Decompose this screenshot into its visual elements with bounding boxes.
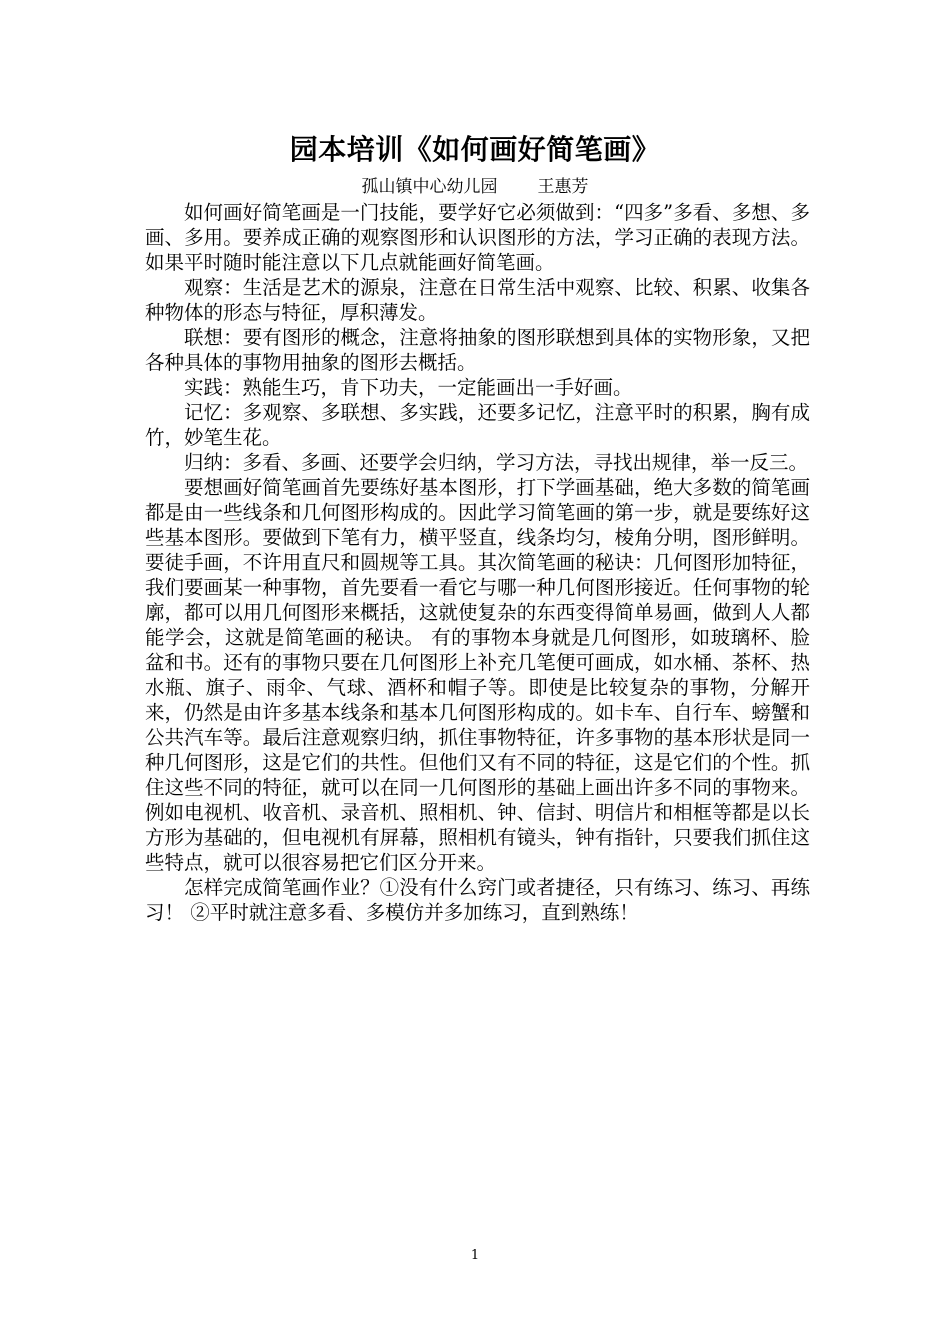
page-title: 园本培训《如何画好简笔画》	[289, 133, 661, 166]
byline-organization: 孤山镇中心幼儿园	[361, 177, 498, 197]
paragraph-intro: 如何画好简笔画是一门技能，要学好它必须做到：“四多”多看、多想、多画、多用。要养成正确的观察图形和认识图形的方法，学习正确的表现方法。如果平时随时能注意以下几点就能画好简笔画。	[145, 201, 810, 274]
byline	[0, 176, 950, 198]
paragraph-practice: 实践：熟能生巧，肯下功夫，一定能画出一手好画。	[184, 376, 633, 399]
byline-author: 王惠芳	[537, 177, 589, 197]
paragraph-homework: 怎样完成简笔画作业？①没有什么窍门或者捷径，只有练习、练习、再练习！ ②平时就注意多看、多模仿并多加练习，直到熟练！	[145, 876, 810, 924]
paragraph-observation: 观察：生活是艺术的源泉，注意在日常生活中观察、比较、积累、收集各种物体的形态与特征，厚积薄发。	[145, 276, 810, 324]
document-body	[145, 200, 810, 925]
paragraph-memory: 记忆：多观察、多联想、多实践，还要多记忆，注意平时的积累，胸有成竹，妙笔生花。	[145, 401, 810, 449]
paragraph-basic-shapes: 要想画好简笔画首先要练好基本图形，打下学画基础，绝大多数的简笔画都是由一些线条和几何图形构成的。因此学习简笔画的第一步，就是要练好这些基本图形。要做到下笔有力，横平竖直，线条均匀，棱角分明，图形鲜明。要徒手画，不许用直尺和圆规等工具。其次简笔画的秘诀：几何图形加特征，我们要画某一种事物，首先要看一看它与哪一种几何图形接近。任何事物的轮廓，都可以用几何图形来概括，这就使复杂的东西变得简单易画，做到人人都能学会，这就是简笔画的秘诀。 有的事物本身就是几何图形，如玻璃杯、脸盆和书。还有的事物只要在几何图形上补充几笔便可画成，如水桶、茶杯、热水瓶、旗子、雨伞、气球、酒杯和帽子等。即使是比较复杂的事物，分解开来，仍然是由许多基本线条和基本几何图形构成的。如卡车、自行车、螃蟹和公共汽车等。最后注意观察归纳，抓住事物特征，许多事物的基本形状是同一种几何图形，这是它们的共性。但他们又有不同的特征，这是它们的个性。抓住这些不同的特征，就可以在同一几何图形的基础上画出许多不同的事物来。例如电视机、收音机、录音机、照相机、钟、信封、明信片和相框等都是以长方形为基础的，但电视机有屏幕，照相机有镜头，钟有指针，只要我们抓住这些特点，就可以很容易把它们区分开来。	[145, 476, 810, 874]
paragraph-association: 联想：要有图形的概念，注意将抽象的图形联想到具体的实物形象，又把各种具体的事物用抽象的图形去概括。	[145, 326, 810, 374]
paragraph-summary: 归纳：多看、多画、还要学会归纳，学习方法，寻找出规律，举一反三。	[184, 451, 809, 474]
page-number: 1	[470, 1248, 480, 1263]
